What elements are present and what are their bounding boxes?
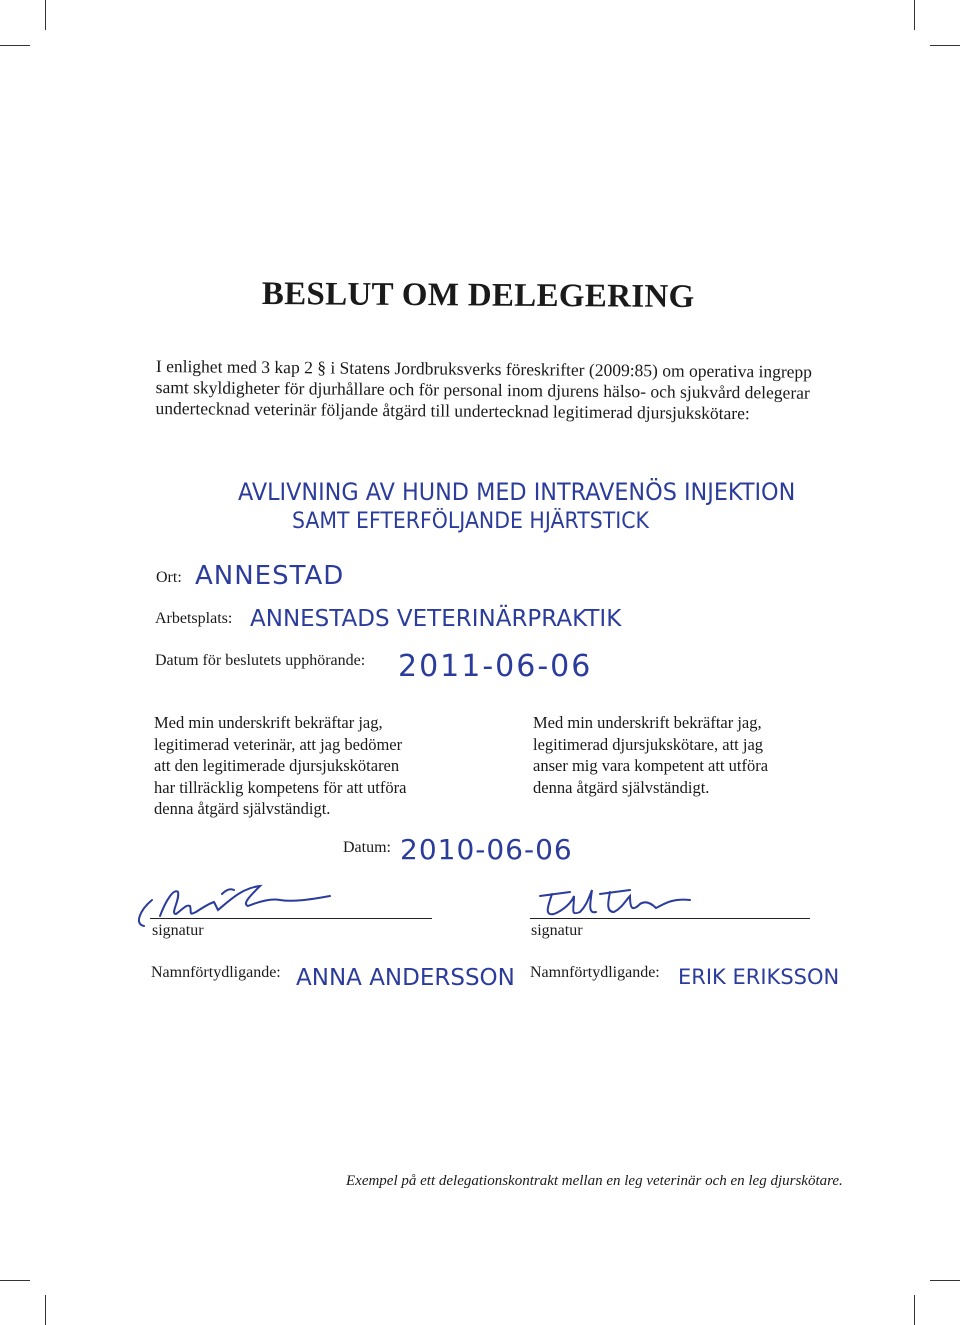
- nurse-statement: [533, 712, 768, 798]
- intro-line: samt skyldigheter för djurhållare och för personal inom djurens hälso- och sjukvård delegerar: [155, 376, 810, 403]
- intro-paragraph: [155, 356, 826, 425]
- veterinarian-statement: [154, 712, 406, 820]
- action-line-1: AVLIVNING AV HUND MED INTRAVENÖS INJEKTION: [238, 478, 796, 506]
- ort-value: ANNESTAD: [195, 561, 345, 591]
- statement-line: legitimerad djursjukskötare, att jag: [533, 734, 764, 754]
- statement-line: anser mig vara kompetent att utföra: [533, 756, 769, 775]
- statement-line: Med min underskrift bekräftar jag,: [533, 713, 762, 732]
- datum-value: 2010-06-06: [400, 833, 573, 866]
- figure-caption: Exempel på ett delegationskontrakt mellan en leg veterinär och en leg djurskötare.: [346, 1173, 843, 1189]
- signature-line-right: [530, 918, 810, 919]
- action-line-2: SAMT EFTERFÖLJANDE HJÄRTSTICK: [292, 509, 649, 534]
- namnfortydligande-label-right: Namnförtydligande:: [530, 964, 660, 981]
- arbetsplats-value: ANNESTADS VETERINÄRPRAKTIK: [250, 606, 622, 632]
- datum-label: Datum:: [343, 839, 391, 856]
- statement-line: att den legitimerade djursjukskötaren: [154, 756, 400, 775]
- statement-line: denna åtgärd självständigt.: [154, 799, 331, 818]
- statement-line: har tillräcklig kompetens för att utföra: [154, 777, 407, 797]
- statement-line: legitimerad veterinär, att jag bedömer: [154, 734, 403, 754]
- statement-line: denna åtgärd självständigt.: [533, 777, 710, 797]
- signatur-label-right: signatur: [531, 922, 583, 939]
- signature-line-left: [150, 918, 432, 919]
- ort-label: Ort:: [156, 569, 182, 586]
- namnfortydligande-label-left: Namnförtydligande:: [151, 964, 281, 981]
- statement-line: Med min underskrift bekräftar jag,: [154, 713, 383, 732]
- datum-upphorande-value: 2011-06-06: [398, 649, 593, 684]
- arbetsplats-label: Arbetsplats:: [155, 610, 233, 627]
- intro-line: I enlighet med 3 kap 2 § i Statens Jordbruksverks föreskrifter (2009:85) om operativa ingrepp: [155, 356, 813, 382]
- datum-upphorande-label: Datum för beslutets upphörande:: [155, 652, 366, 669]
- signatur-label-left: signatur: [152, 922, 204, 939]
- right-name-value: ERIK ERIKSSON: [678, 965, 840, 989]
- intro-line: undertecknad veterinär följande åtgärd till undertecknad legitimerad djursjukskötare:: [155, 397, 750, 424]
- document-title: BESLUT OM DELEGERING: [261, 276, 695, 316]
- left-name-value: ANNA ANDERSSON: [296, 965, 515, 991]
